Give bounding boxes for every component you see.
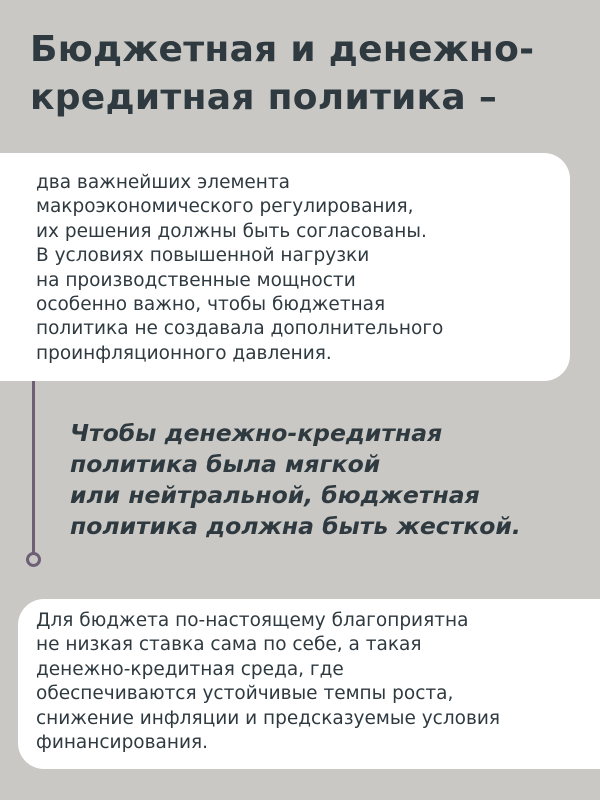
info-card-bottom <box>18 599 600 769</box>
page-title: Бюджетная и денежно- кредитная политика – <box>30 29 535 118</box>
info-card-bottom-text: Для бюджета по-настоящему благоприятна не низкая ставка сама по себе, а такая денежно-кредитная среда, где обеспечиваются устойчивые темпы роста, снижение инфляции и предсказуемые условия финансирования. <box>36 610 501 754</box>
highlight-quote: Чтобы денежно-кредитная политика была мягкой или нейтральной, бюджетная политика должна быть жесткой. <box>70 419 521 540</box>
info-card-top-text: два важнейших элемента макроэкономического регулирования, их решения должны быть согласованы. В условиях повышенной нагрузки на производственные мощности особенно важно, чтобы бюджетная политика не создавала дополнительного проинфляционного давления. <box>36 172 444 364</box>
connector-line <box>32 381 35 553</box>
connector-dot <box>26 552 41 567</box>
info-card-top <box>0 153 570 381</box>
